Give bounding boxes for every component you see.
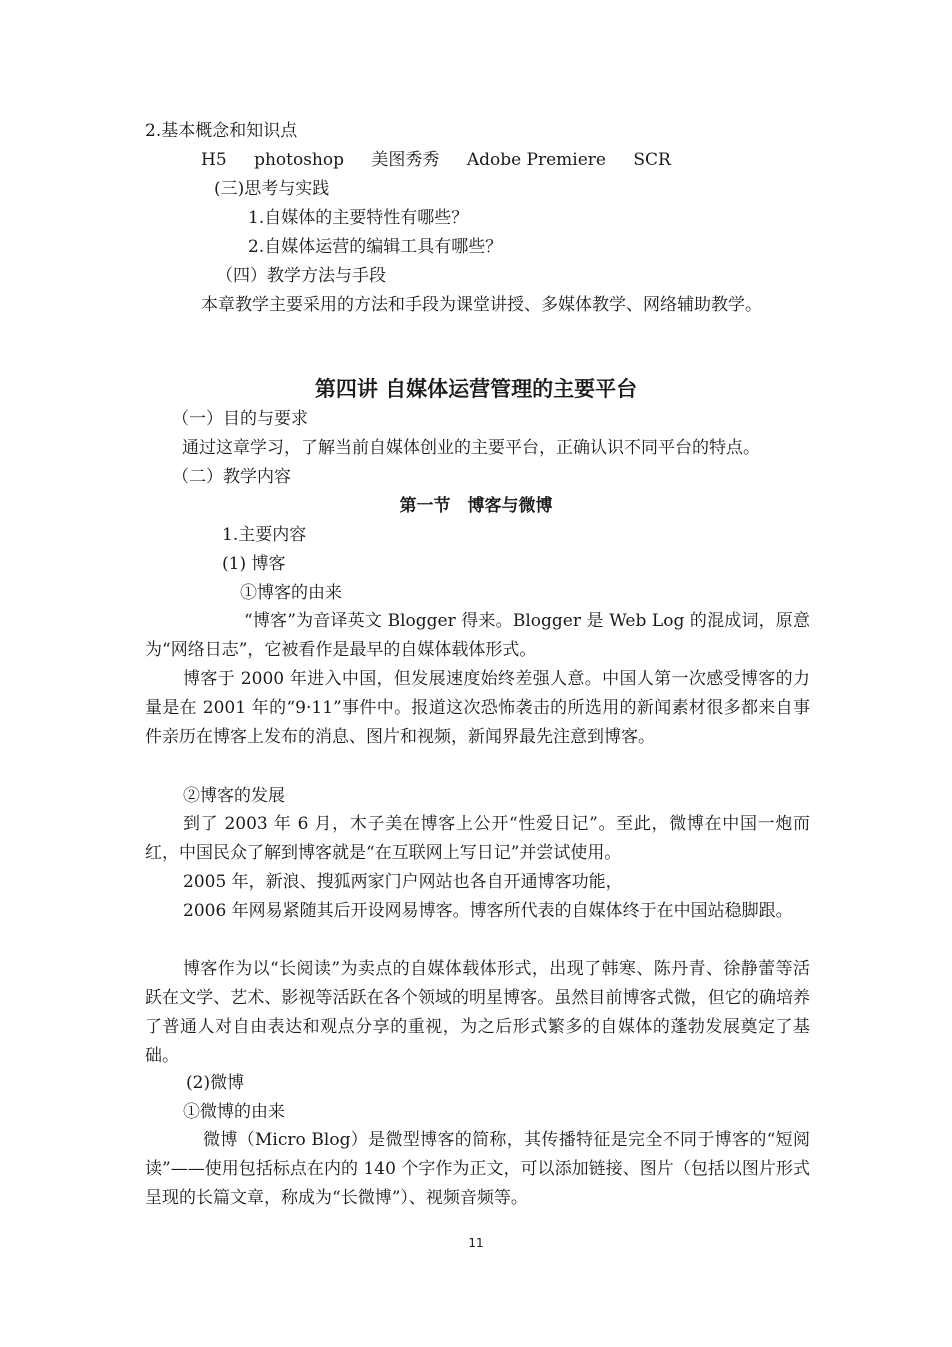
paragraph: 微博（Micro Blog）是微型博客的简称，其传播特征是完全不同于博客的“短阅读”——使用包括标点在内的 140 个字作为正文，可以添加链接、图片（包括以图片形式呈现的长篇文章，称成为“长微博”）、视频音频等。: [145, 1130, 810, 1208]
blog-origin-heading: ①博客的由来: [240, 583, 342, 603]
concepts-heading: 2.基本概念和知识点: [145, 121, 298, 141]
paragraph: “博客”为音译英文 Blogger 得来。Blogger 是 Web Log 的混成词，原意为“网络日志”，它被看作是最早的自媒体载体形式。: [145, 611, 810, 660]
tool-item: 美图秀秀: [371, 150, 440, 170]
tool-item: Adobe Premiere: [466, 150, 606, 170]
weibo-heading: (2)微博: [186, 1073, 245, 1093]
paragraph: 博客作为以“长阅读”为卖点的自媒体载体形式，出现了韩寒、陈丹青、徐静蕾等活跃在文学、艺术、影视等活跃在各个领域的明星博客。虽然目前博客式微，但它的确培养了普通人对自由表达和观点分享的重视，为之后形式繁多的自媒体的蓬勃发展奠定了基础。: [145, 959, 810, 1066]
tool-item: SCR: [633, 150, 671, 170]
section-title: 第一节 博客与微博: [399, 496, 553, 516]
blog-heading: (1) 博客: [222, 554, 286, 574]
paragraph: 到了 2003 年 6 月，木子美在博客上公开“性爱日记”。至此，微博在中国一炮而红，中国民众了解到博客就是“在互联网上写日记”并尝试使用。: [145, 814, 810, 863]
page-number: 11: [468, 1236, 484, 1250]
tool-item: H5: [201, 150, 227, 170]
weibo-origin-heading: ①微博的由来: [183, 1102, 285, 1122]
methods-text: 本章教学主要采用的方法和手段为课堂讲授、多媒体教学、网络辅助教学。: [201, 295, 762, 315]
question-1: 1.自媒体的主要特性有哪些？: [248, 208, 469, 228]
paragraph: 博客于 2000 年进入中国，但发展速度始终差强人意。中国人第一次感受博客的力量是在 2001 年的“9·11”事件中。报道这次恐怖袭击的所选用的新闻素材很多都来自事件亲历在博客上发布的消息、图片和视频，新闻界最先注意到博客。: [145, 669, 810, 747]
tools-list: [201, 150, 693, 170]
tool-item: photoshop: [254, 150, 344, 170]
blog-dev-heading: ②博客的发展: [183, 786, 285, 806]
paragraph: 2005 年，新浪、搜狐两家门户网站也各自开通博客功能，: [183, 872, 623, 892]
content-heading: （二）教学内容: [172, 467, 291, 487]
main-content-heading: 1.主要内容: [222, 525, 307, 545]
chapter-title: 第四讲 自媒体运营管理的主要平台: [314, 376, 638, 401]
practice-heading: (三)思考与实践: [214, 179, 330, 199]
goal-heading: （一）目的与要求: [172, 409, 308, 429]
methods-heading: （四）教学方法与手段: [216, 266, 386, 286]
goal-text: 通过这章学习，了解当前自媒体创业的主要平台，正确认识不同平台的特点。: [182, 438, 760, 458]
paragraph: 2006 年网易紧随其后开设网易博客。博客所代表的自媒体终于在中国站稳脚跟。: [183, 901, 793, 921]
question-2: 2.自媒体运营的编辑工具有哪些？: [248, 237, 503, 257]
